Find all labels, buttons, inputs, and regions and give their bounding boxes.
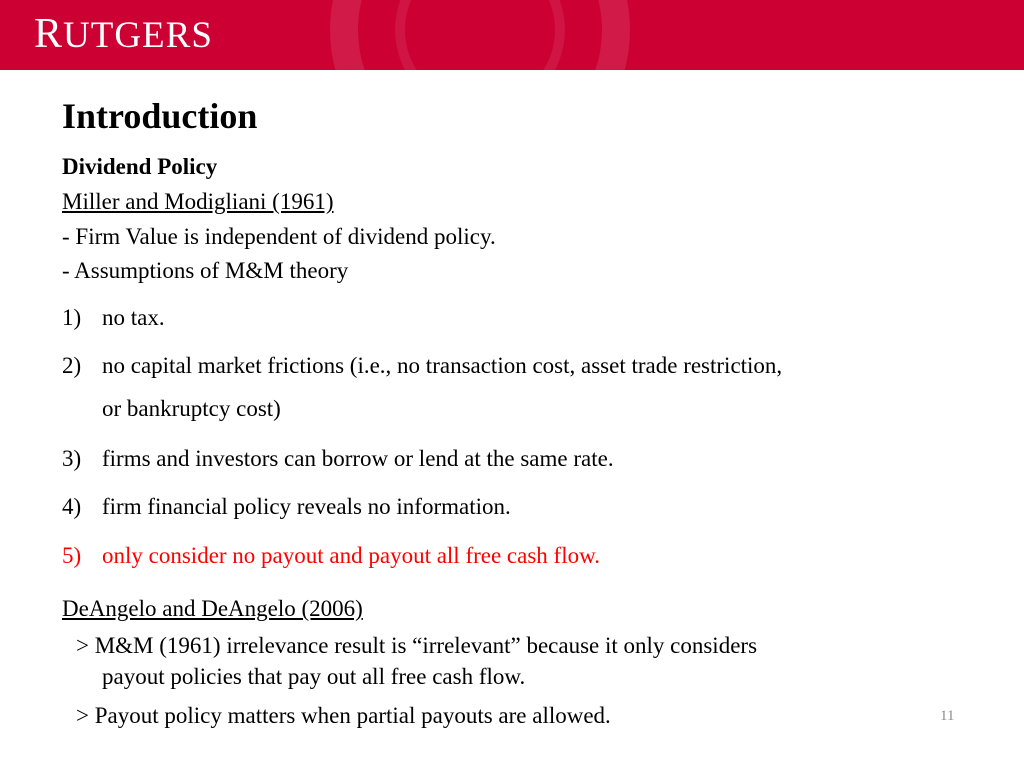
assumption-text: firms and investors can borrow or lend at the same rate. bbox=[102, 446, 614, 471]
slide-title: Introduction bbox=[62, 96, 258, 136]
assumption-text: no tax. bbox=[102, 305, 165, 330]
dash-line-firm-value: - Firm Value is independent of dividend policy. bbox=[62, 224, 496, 249]
da-point: > Payout policy matters when partial payouts are allowed. bbox=[76, 703, 611, 728]
da-point: > M&M (1961) irrelevance result is “irrelevant” because it only considers bbox=[76, 633, 758, 658]
assumption-number: 1) bbox=[62, 305, 82, 330]
dash-line-assumptions: - Assumptions of M&M theory bbox=[62, 258, 349, 283]
assumption-text-highlighted: only consider no payout and payout all free cash flow. bbox=[102, 543, 600, 568]
assumption-number: 2) bbox=[62, 353, 82, 378]
slide-header-banner bbox=[0, 0, 1024, 70]
mm-reference: Miller and Modigliani (1961) bbox=[62, 189, 334, 214]
assumption-text: firm financial policy reveals no information. bbox=[102, 494, 511, 519]
da-reference: DeAngelo and DeAngelo (2006) bbox=[62, 596, 363, 621]
da-point-continued: payout policies that pay out all free cash flow. bbox=[102, 664, 526, 689]
rutgers-logo: RUTGERS bbox=[34, 11, 213, 57]
assumption-text: no capital market frictions (i.e., no transaction cost, asset trade restriction, bbox=[102, 353, 783, 378]
assumption-number-highlighted: 5) bbox=[62, 543, 82, 568]
assumption-text-continued: or bankruptcy cost) bbox=[102, 396, 281, 421]
seal-watermark-inner bbox=[395, 0, 565, 70]
page-number: 11 bbox=[940, 708, 955, 724]
assumption-number: 4) bbox=[62, 494, 82, 519]
assumption-number: 3) bbox=[62, 446, 82, 471]
subheading: Dividend Policy bbox=[62, 154, 218, 179]
